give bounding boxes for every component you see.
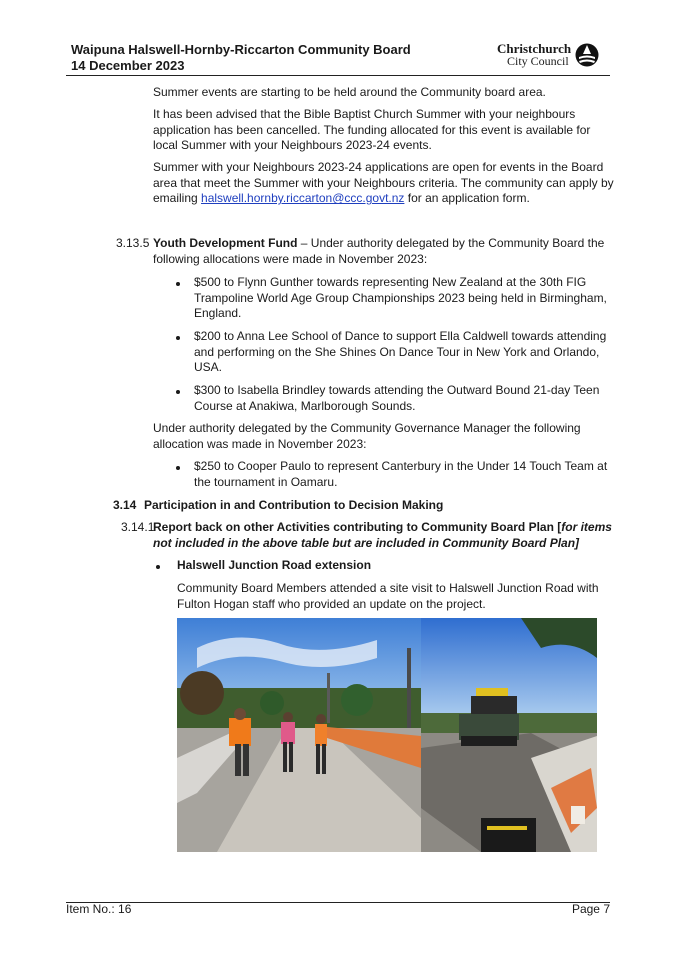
para-summer-events: Summer events are starting to be held around the Community board area.: [153, 85, 546, 99]
list-item: $250 to Cooper Paulo to represent Canterbury in the Under 14 Touch Team at the tournament in Oamaru.: [194, 459, 608, 489]
bullet-icon: [176, 390, 180, 394]
para-cancellation: It has been advised that the Bible Baptist Church Summer with your neighbours application has been cancelled. The funding allocated for this event is available for local Summer with your Neighbours 2023-24 events.: [153, 107, 591, 153]
header-rule: [66, 75, 610, 76]
para-manager-allocation: Under authority delegated by the Community Governance Manager the following allocation was made in November 2023:: [153, 421, 581, 451]
logo-line1: Christchurch: [497, 41, 572, 56]
section-3135-number: 3.13.5: [116, 236, 150, 250]
council-logo: [497, 42, 601, 70]
sub-bullet-heading: Halswell Junction Road extension: [177, 558, 372, 572]
logo-line2: City Council: [507, 54, 569, 68]
list-item: $300 to Isabella Brindley towards attending the Outward Bound 21-day Teen Course at Anakiwa, Marlborough Sounds.: [194, 383, 600, 413]
para-applications: Summer with your Neighbours 2023-24 applications are open for events in the Board area that meet the Summer with your Neighbours criteria. The community can apply by emailing halswell.hornby.riccarton@ccc.govt.nz for an application form.: [153, 160, 614, 206]
section-314-number: 3.14: [113, 498, 137, 512]
section-3135-text: Youth Development Fund – Under authority delegated by the Community Board the following allocations were made in November 2023:: [153, 236, 605, 266]
bullet-icon: [176, 336, 180, 340]
section-3141-title: Report back on other Activities contributing to Community Board Plan [for items not included in the above table but are included in Community Board Plan]: [153, 520, 612, 550]
bullet-icon: [176, 282, 180, 286]
item-number: Item No.: 16: [66, 902, 132, 916]
list-item: $200 to Anna Lee School of Dance to support Ella Caldwell towards attending and performing on the She Shines On Dance Tour in New York and Orlando, USA.: [194, 329, 607, 375]
bullet-icon: [156, 565, 160, 569]
bullet-icon: [176, 466, 180, 470]
page-number: Page 7: [571, 902, 610, 916]
paving-machine-photo: [421, 618, 597, 852]
list-item: $500 to Flynn Gunther towards representing New Zealand at the 30th FIG Trampoline World Age Group Championships 2023 being held in Birmingham, England.: [194, 275, 607, 321]
site-visit-photo: [177, 618, 421, 852]
cathedral-emblem-icon: [575, 42, 599, 68]
section-3141-number: 3.14.1: [121, 520, 155, 534]
section-3135-title: Youth Development Fund: [153, 236, 298, 250]
footer-rule: [66, 902, 610, 903]
para-site-visit: Community Board Members attended a site visit to Halswell Junction Road with Fulton Hogan staff who provided an update on the project.: [177, 581, 599, 611]
header-title: [71, 42, 411, 74]
board-name: Waipuna Halswell-Hornby-Riccarton Community Board: [71, 42, 411, 57]
email-link[interactable]: halswell.hornby.riccarton@ccc.govt.nz: [201, 191, 405, 206]
meeting-date: 14 December 2023: [71, 58, 185, 73]
section-314-title: Participation in and Contribution to Decision Making: [144, 498, 444, 512]
